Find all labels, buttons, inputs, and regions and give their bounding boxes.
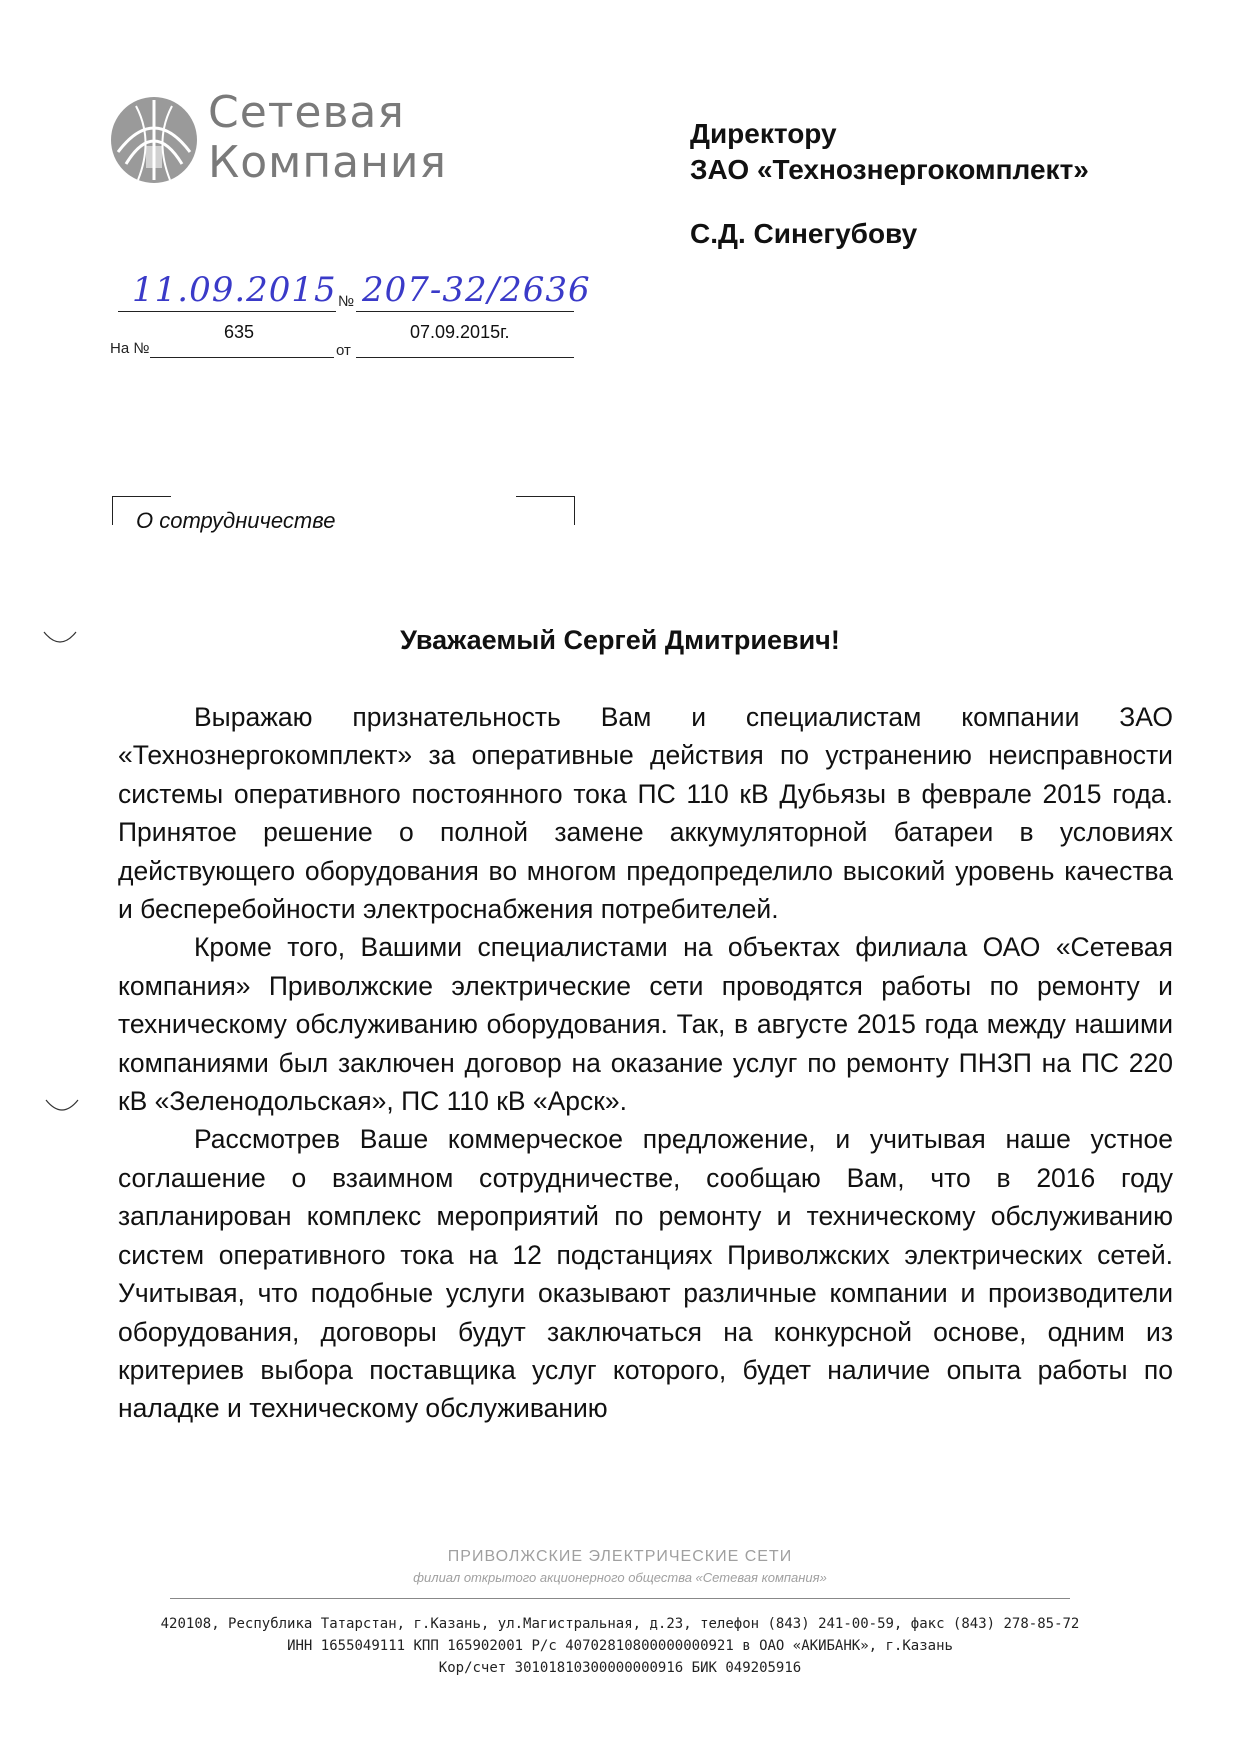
outgoing-date: 11.09.2015 — [132, 270, 337, 310]
logo-emblem-icon — [108, 94, 200, 186]
body-paragraph: Рассмотрев Ваше коммерческое предложение, и учитывая наше устное соглашение о взаимном сотрудничестве, сообщаю Вам, что в 2016 году запланирован комплекс мероприятий по ремонту и техническому обслуживанию систем оперативного тока на 12 подстанциях Приволжских электрических сетей. Учитывая, что подобные услуги оказывают различные компании и производители оборудования, договоры будут заключаться на конкурсной основе, одним из критериев выбора поставщика услуг которого, будет наличие опыта работы по наладке и техническому обслуживанию — [118, 1124, 1173, 1424]
reference-from-label: от — [336, 342, 351, 359]
subject-line: О сотрудничестве — [136, 508, 336, 533]
footer-corr: Кор/счет 30101810300000000916 БИК 049205916 — [438, 1660, 802, 1676]
outgoing-number-label: № — [338, 293, 355, 310]
subject-bracket-right — [516, 496, 575, 525]
footer-org-name: ПРИВОЛЖСКИЕ ЭЛЕКТРИЧЕСКИЕ СЕТИ — [447, 1548, 793, 1565]
outgoing-number: 207-32/2636 — [362, 270, 591, 310]
footer-divider — [170, 1598, 1070, 1599]
company-logo — [108, 88, 468, 198]
logo-line-1: Сетевая — [208, 87, 405, 138]
addressee-company: ЗАО «Технознергокомплект» — [690, 154, 1089, 185]
body-paragraph: Кроме того, Вашими специалистами на объектах филиала ОАО «Сетевая компания» Приволжские электрические сети проводятся работы по ремонту и техническому обслуживанию оборудования. Так, в августе 2015 года между нашими компаниями был заключен договор на оказание услуг по ремонту ПНЗП на ПС 220 кВ «Зеленодольская», ПС 110 кВ «Арск». — [118, 932, 1173, 1117]
body-paragraph: Выражаю признательность Вам и специалистам компании ЗАО «Технознергокомплект» за оперативные действия по устранению неисправности системы оперативного постоянного тока ПС 110 кВ Дубьязы в феврале 2015 года. Принятое решение о полной замене аккумуляторной батареи в условиях действующего оборудования во многом предопределило высокий уровень качества и бесперебойности электроснабжения потребителей. — [118, 702, 1173, 925]
addressee-name: С.Д. Синегубову — [690, 218, 918, 249]
reference-label: На № — [110, 340, 150, 357]
addressee-block — [690, 116, 1089, 252]
footer-bank: ИНН 1655049111 КПП 165902001 Р/с 40702810800000000921 в ОАО «АКИБАНК», г.Казань — [287, 1638, 953, 1654]
punch-mark — [44, 1096, 80, 1116]
logo-line-2: Компания — [208, 137, 447, 188]
reference-number: 635 — [224, 322, 255, 342]
footer-org-sub: филиал открытого акционерного общества «Сетевая компания» — [413, 1570, 827, 1585]
addressee-position: Директору — [690, 118, 837, 149]
footer-address: 420108, Республика Татарстан, г.Казань, ул.Магистральная, д.23, телефон (843) 241-00-59, факс (843) 278-85-72 — [160, 1616, 1080, 1632]
salutation: Уважаемый Сергей Дмитриевич! — [400, 625, 840, 655]
letter-body — [118, 698, 1173, 1428]
reference-date: 07.09.2015г. — [410, 322, 510, 342]
